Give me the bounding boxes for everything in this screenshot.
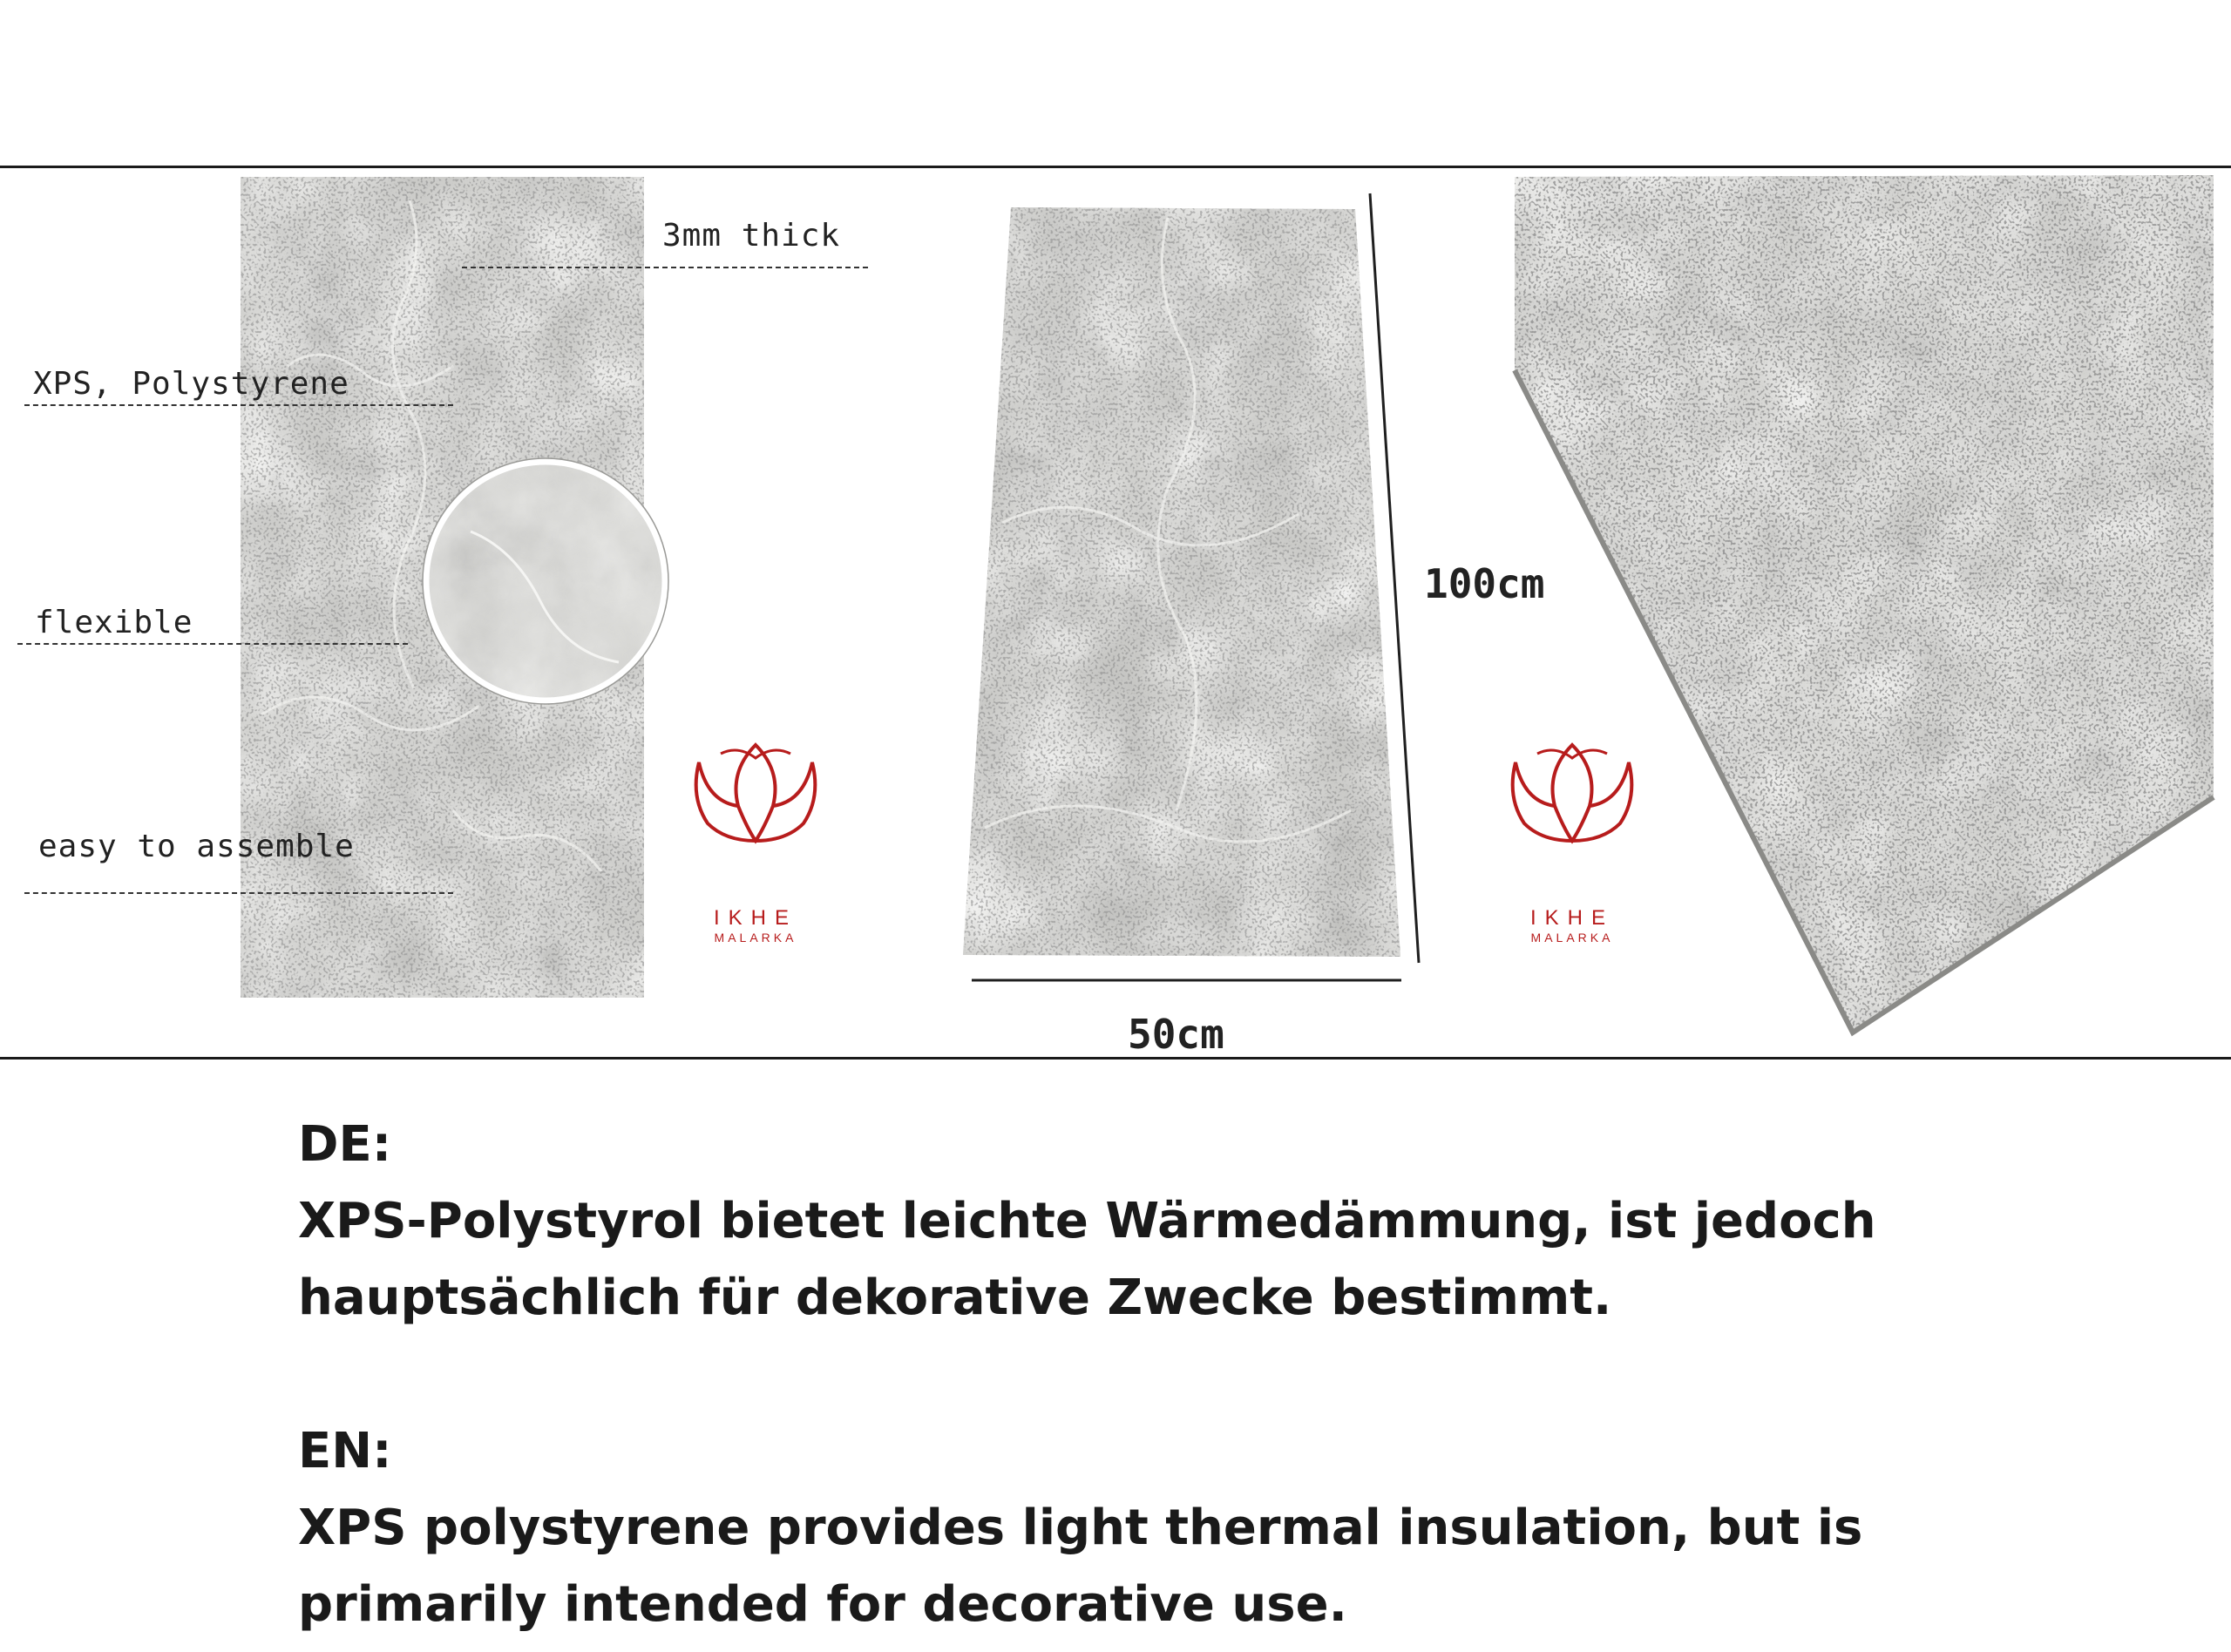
- en-text: XPS polystyrene provides light thermal insulation, but is primarily intended for decorative use.: [298, 1500, 1863, 1633]
- callout-flexible-line: [17, 643, 408, 645]
- logo-sub: MALARKA: [714, 931, 797, 944]
- logo-sub: MALARKA: [1530, 931, 1614, 944]
- logo-brand: IKHE: [713, 906, 797, 930]
- logo-brand: IKHE: [1529, 906, 1614, 930]
- callout-flexible: flexible: [35, 605, 193, 640]
- lotus-icon: [696, 745, 816, 841]
- middle-panel: [963, 207, 1400, 957]
- callout-thickness-line: [462, 267, 868, 268]
- dimension-width: 50cm: [1128, 1011, 1224, 1058]
- description-block: [298, 1107, 1954, 1643]
- en-label: EN:: [298, 1423, 392, 1479]
- callout-thickness: 3mm thick: [662, 218, 841, 254]
- callout-material-line: [24, 404, 453, 406]
- callout-material: XPS, Polystyrene: [33, 366, 349, 402]
- de-label: DE:: [298, 1116, 392, 1173]
- dimension-height: 100cm: [1424, 560, 1545, 607]
- callout-assembly-line: [24, 892, 453, 894]
- de-text: XPS-Polystyrol bietet leichte Wärmedämmung, ist jedoch hauptsächlich für dekorative Zwecke bestimmt.: [298, 1193, 1876, 1326]
- lotus-icon: [1513, 745, 1632, 841]
- callout-assembly: easy to assemble: [38, 829, 355, 864]
- magnifier-circle: [423, 458, 668, 704]
- right-panel: [1515, 175, 2214, 1032]
